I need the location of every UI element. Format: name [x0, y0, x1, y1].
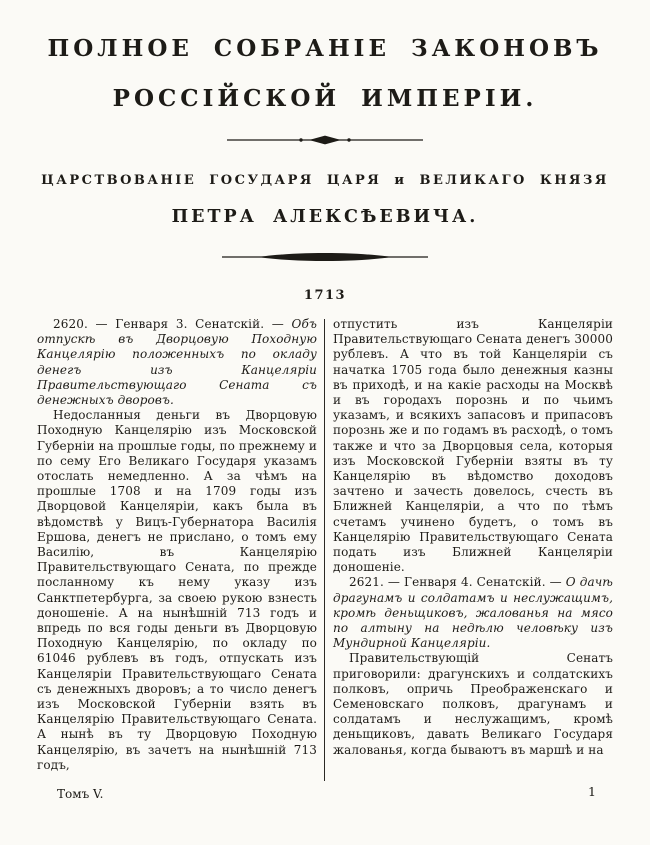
reign-heading-line-1: ЦАРСТВОВАНІЕ ГОСУДАРЯ ЦАРЯ и ВЕЛИКАГО КНЯЗЯ — [41, 173, 609, 188]
page-title-line-1: ПОЛНОЕ СОБРАНІЕ ЗАКОНОВЪ — [47, 35, 603, 62]
entry-2620-number: 2620. — Генваря 3. Сенатскій. — — [53, 317, 292, 331]
reign-heading-line-2: ПЕТРА АЛЕКСѢЕВИЧА. — [171, 207, 479, 227]
column-divider-rule — [324, 319, 325, 781]
left-column — [37, 317, 317, 773]
footer-page-number: 1 — [588, 784, 596, 799]
page-header — [0, 0, 650, 303]
year-heading: 1713 — [303, 288, 347, 303]
entry-2620-heading — [37, 317, 317, 408]
divider-ornament-top — [0, 133, 650, 147]
right-column — [333, 317, 613, 773]
page-title-line-2: РОССІЙСКОЙ ИМПЕРІИ. — [112, 85, 538, 112]
entry-2620-body: Недосланныя деньги въ Дворцовую Походную Канцелярію изъ Московской Губерніи на прошлые годы, по прежнему и по сему Его Великаго Государя указамъ отослать немедленно. А за чѣмъ на прошлые 1708 и на 1709 годы изъ Дворцовой Канцеляріи, какъ была въ вѣдомствѣ у Вицъ-Губернатора Василія Ершова, денегъ не прислано, о томъ ему Василію, въ Канцелярію Правительствующаго Сената, по прежде посланному къ нему указу изъ Санктпетербурга, за своею рукою взнесть доношеніе. А на нынѣшній 713 годъ и впредь по вся годы деньги въ Дворцовую Походную Канцелярію, по окладу по 61046 рублевъ въ годъ, отпускать изъ Канцеляріи Правительствующаго Сената съ денежныхъ дворовъ; а то число денегъ изъ Московской Губерніи взять въ Канцелярію Правительствующаго Сената. А нынѣ въ ту Дворцовую Походную Канцелярію, въ зачетъ на нынѣшній 713 годъ, — [37, 408, 317, 772]
footer-volume-label: Томъ V. — [57, 787, 104, 801]
entry-2621-number: 2621. — Генваря 4. Сенатскій. — — [349, 575, 566, 590]
entry-2621-title: О дачѣ драгунамъ и солдатамъ и неслужащимъ, кромѣ деньщиковъ, жалованья на мясо по алтыну на недѣлю человѣку изъ Мундирной Канцеляріи. — [333, 575, 613, 651]
entry-2621-heading — [333, 575, 613, 651]
entry-2621-body: Правительствующій Сенатъ приговорили: драгунскихъ и солдатскихъ полковъ, опричь Преображенскаго и Семеновскаго полковъ, драгунамъ и солдатамъ и неслужащимъ, кромѣ деньщиковъ, давать Великаго Государя жалованья, когда бываютъ въ маршѣ и на — [333, 651, 613, 757]
entry-2620-title: Объ отпускѣ въ Дворцовую Походную Канцелярію положенныхъ по окладу денегъ изъ Канцеляріи Правительствующаго Сената съ денежныхъ дворовъ. — [37, 317, 317, 408]
text-columns — [0, 317, 650, 773]
entry-2620-body-continuation: отпустить изъ Канцеляріи Правительствующаго Сената денегъ 30000 рублевъ. А что въ той Канцеляріи съ начатка 1705 года было денежныя казны въ приходѣ, и на какіе расходы на Москвѣ и въ городахъ порознь и по чьимъ указамъ, и всякихъ запасовъ и припасовъ порознь же и по годамъ въ расходѣ, о томъ также и что за Дворцовыя села, которыя изъ Московской Губерніи взяты въ ту Канцелярію въ вѣдомство доходовъ зачтено и зачесть довелось, счесть въ Ближней Канцеляріи, а что по тѣмъ счетамъ учинено будетъ, о томъ въ Канцелярію Правительствующаго Сената подать изъ Ближней Канцеляріи доношеніе. — [333, 317, 613, 575]
divider-ornament-middle — [0, 250, 650, 264]
